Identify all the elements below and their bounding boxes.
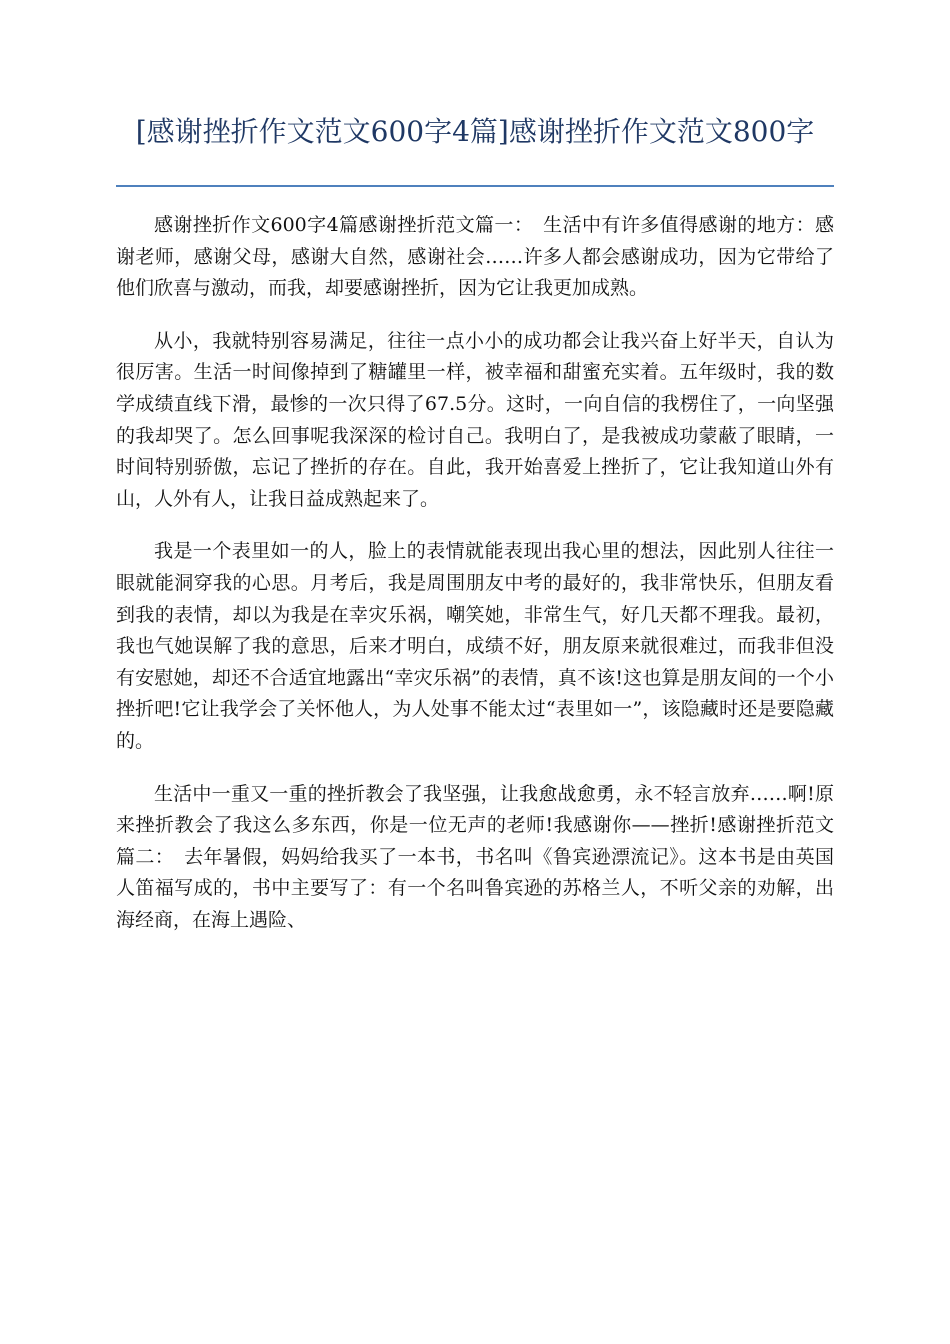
body-paragraph-2: 从小，我就特别容易满足，往往一点小小的成功都会让我兴奋上好半天，自认为很厉害。生活一时间像掉到了糖罐里一样，被幸福和甜蜜充实着。五年级时，我的数学成绩直线下滑，最惨的一次只得了67.5分。这时，一向自信的我楞住了，一向坚强的我却哭了。怎么回事呢我深深的检讨自己。我明白了，是我被成功蒙蔽了眼睛，一时间特别骄傲，忘记了挫折的存在。自此，我开始喜爱上挫折了，它让我知道山外有山，人外有人，让我日益成熟起来了。 xyxy=(116,329,834,510)
document-title: [感谢挫折作文范文600字4篇]感谢挫折作文范文800字 xyxy=(135,115,815,148)
title-divider xyxy=(116,185,834,187)
document-body xyxy=(116,210,834,957)
body-paragraph-4: 生活中一重又一重的挫折教会了我坚强，让我愈战愈勇，永不轻言放弃……啊!原来挫折教会了我这么多东西，你是一位无声的老师!我感谢你——挫折!感谢挫折范文篇二： 去年暑假，妈妈给我买了一本书，书名叫《鲁宾逊漂流记》。这本书是由英国人笛福写成的，书中主要写了：有一个名叫鲁宾逊的苏格兰人，不听父亲的劝解，出海经商，在海上遇险、 xyxy=(116,782,834,931)
body-paragraph-1: 感谢挫折作文600字4篇感谢挫折范文篇一： 生活中有许多值得感谢的地方：感谢老师，感谢父母，感谢大自然，感谢社会……许多人都会感谢成功，因为它带给了他们欣喜与激动，而我，却要感谢挫折，因为它让我更加成熟。 xyxy=(116,214,834,300)
body-paragraph-3: 我是一个表里如一的人，脸上的表情就能表现出我心里的想法，因此别人往往一眼就能洞穿我的心思。月考后，我是周围朋友中考的最好的，我非常快乐，但朋友看到我的表情，却以为我是在幸灾乐祸，嘲笑她，非常生气，好几天都不理我。最初，我也气她误解了我的意思，后来才明白，成绩不好，朋友原来就很难过，而我非但没有安慰她，却还不合适宜地露出“幸灾乐祸”的表情，真不该!这也算是朋友间的一个小挫折吧!它让我学会了关怀他人，为人处事不能太过“表里如一”，该隐藏时还是要隐藏的。 xyxy=(116,540,834,752)
